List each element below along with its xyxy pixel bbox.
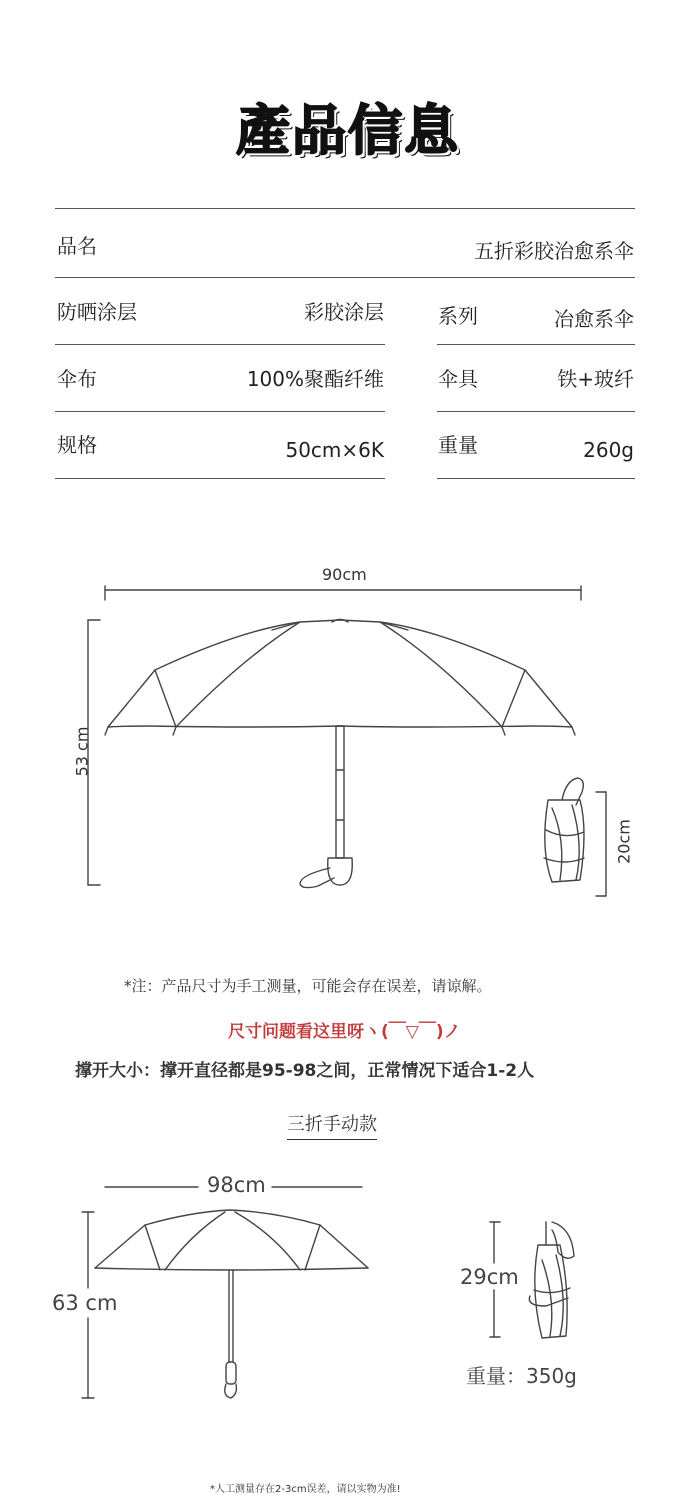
open-size-text: 撑开大小：撑开直径都是95-98之间，正常情况下适合1-2人 (75, 1061, 535, 1081)
open-umbrella-icon-2 (95, 1210, 368, 1398)
spec-size-label: 规格 (57, 433, 97, 457)
height-label-1: 53 cm (72, 726, 92, 777)
spec-name-value: 五折彩胶治愈系伞 (474, 239, 634, 263)
spec-weight-value: 260g (583, 438, 634, 462)
weight-label-2: 重量：350g (466, 1364, 577, 1388)
spec-weight-label: 重量 (438, 433, 478, 457)
footer-note: *人工测量存在2-3cm误差，请以实物为准! (210, 1484, 401, 1495)
spec-fabric-label: 伞布 (57, 367, 97, 391)
disclaimer-note: *注：产品尺寸为手工测量，可能会存在误差，请谅解。 (124, 977, 492, 995)
folded-label-1: 20cm (614, 819, 634, 864)
spec-coating-value: 彩胶涂层 (304, 300, 384, 324)
spec-series-value: 冶愈系伞 (554, 307, 634, 331)
spec-series-label: 系列 (438, 304, 478, 328)
folded-label-2: 29cm (460, 1265, 519, 1289)
size-question-heading: 尺寸问题看这里呀ヽ(￣▽￣)ノ (228, 1022, 461, 1042)
spec-fabric-value: 100%聚酯纤维 (246, 367, 384, 391)
open-umbrella-icon (105, 620, 575, 888)
spec-frame-label: 伞具 (438, 367, 478, 391)
model-label: 三折手动款 (287, 1110, 377, 1140)
height-label-2: 63 cm (52, 1291, 118, 1315)
spec-coating-label: 防晒涂层 (57, 300, 137, 324)
folded-umbrella-icon (544, 778, 606, 896)
spec-name-label: 品名 (57, 234, 97, 258)
width-dimension-line-1 (105, 586, 581, 600)
page-title: 產品信息 (236, 99, 460, 162)
spec-size-value: 50cm×6K (285, 438, 384, 462)
width-label-2: 98cm (207, 1173, 266, 1197)
spec-frame-value: 铁+玻纤 (557, 367, 634, 391)
width-label-1: 90cm (322, 565, 367, 584)
